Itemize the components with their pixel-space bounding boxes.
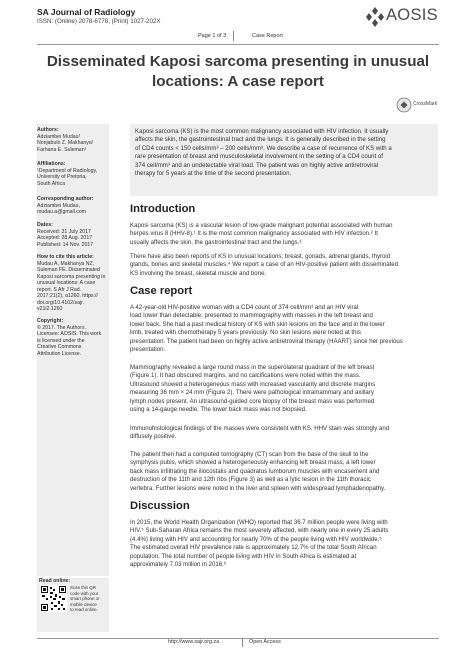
text-line: In 2015, the World Health Organization (WHO) reported that 36.7 million people were living with <box>130 519 388 526</box>
author-item: Adziambei Mudau¹ <box>37 133 81 140</box>
text-line: lymph nodes present. An ultrasound-guided core biopsy of the breast mass was performed <box>130 397 375 405</box>
scan-line: smart phone or <box>70 596 100 602</box>
case-paragraph-2 <box>130 364 439 414</box>
corresponding-block <box>37 196 107 216</box>
text-line: destruction of the 11th and 12th ribs (Figure 3) as well as a lytic lesion in the 11th thoracic <box>130 476 371 484</box>
text-line: The patient then had a computed tomography (CT) scan from the base of the skull to the <box>130 451 369 458</box>
text-line: population. The total number of people living with HIV in South Africa is estimated at <box>130 552 357 560</box>
authors-block <box>37 127 107 153</box>
crossmark-badge[interactable] <box>396 95 440 115</box>
corresponding-heading: Corresponding author: <box>37 196 94 202</box>
cite-line[interactable]: v21i2.1260 <box>37 306 63 312</box>
text-line: back mass infiltrating the iliocostalis and quadratus lumborum muscles with encasement and <box>130 467 380 475</box>
affiliation-line: South Africa <box>37 180 65 187</box>
text-line: Kaposi sarcoma (KS) is a vascular lesion of low-grade malignant potential associated with human <box>130 222 393 229</box>
affiliations-block <box>37 161 107 187</box>
abstract-text <box>135 128 435 178</box>
text-line: A 42-year-old HIV-positive woman with a CD4 count of 374 cell/mm³ and an HIV viral <box>130 304 359 311</box>
article-title <box>37 52 439 92</box>
abstract-line: affects the skin, the gastrointestinal tract and the lungs. It is generally described in the setting <box>135 136 386 144</box>
scan-line: Scan this QR <box>70 585 96 590</box>
text-line: load lower than detectable, presented to mammography with masses in the left breast and <box>130 312 373 320</box>
footer-rule <box>37 638 439 639</box>
copyright-line: © 2017. The Authors. <box>37 324 87 331</box>
intro-paragraph-1 <box>130 222 439 247</box>
date-published: Published: 14 Nov. 2017 <box>37 241 94 248</box>
corresponding-name: Adziambei Mudau, <box>37 202 80 209</box>
article-type: Case Report <box>252 33 283 39</box>
text-line: HIV.⁵ Sub-Saharan Africa remains the most severely affected, with nearly one in every 25 adults <box>130 527 389 535</box>
footer-divider <box>242 639 243 647</box>
text-line: (Figure 1). It had obscured margins, and no calcifications were noted within the mass. <box>130 372 361 380</box>
journal-name: SA Journal of Radiology <box>37 7 136 17</box>
cite-line: Mudau A, Makhanya NZ, <box>37 260 95 267</box>
copyright-line: Attribution License. <box>37 350 82 357</box>
case-paragraph-3 <box>130 425 439 442</box>
abstract-line: of CD4 counts < 150 cells/mm³ – 200 cells/mm³. We describe a case of recurrence of KS with a <box>135 144 392 152</box>
copyright-heading: Copyright: <box>37 318 64 324</box>
scan-line: to read online. <box>70 607 98 613</box>
cite-line: report. S Afr J Rad. <box>37 286 82 293</box>
abstract-line: therapy for 5 years at the time of the second presentation. <box>135 170 292 178</box>
header-rule <box>37 44 439 45</box>
text-line: Immunohistological findings of the masses were consistent with KS. HHV stain was strongly and <box>130 425 390 432</box>
cite-line: Kaposi sarcoma presenting in <box>37 273 106 280</box>
text-line: Ultrasound showed a heterogeneous mass with increased vascularity and discrete margins <box>130 380 376 388</box>
text-line: measuring 36 mm × 24 mm (Figure 2). There were pathological intramammary and axillary <box>130 389 374 397</box>
affiliation-line: University of Pretoria, <box>37 174 87 180</box>
intro-paragraph-2 <box>130 253 439 278</box>
title-line-2: locations: A case report <box>152 73 324 90</box>
dates-block <box>37 222 107 248</box>
text-line: presentation. The patient had been on highly active antiretroviral therapy (HAART) since her previous <box>130 337 403 345</box>
text-line: limb, treated with chemotherapy 5 years previously. No skin lesions were noted at this <box>130 329 361 337</box>
aosis-mark-icon <box>366 6 384 28</box>
text-line: There have also been reports of KS in unusual locations; breast, gonads, adrenal glands, thyroid <box>130 253 391 260</box>
text-line: symphysis pubis, which showed a heterogeneously enhancing left breast mass, a left lower <box>130 459 376 467</box>
cite-line[interactable]: 2017;21(2), a1260. https:// <box>37 293 98 299</box>
abstract-line: rare presentation of breast and musculoskeletal involvement in the setting of a CD4 count of <box>135 153 383 161</box>
cite-line[interactable]: doi.org/10.4102/sajr. <box>37 299 85 306</box>
cite-line: unusual locations: A case <box>37 280 96 286</box>
scan-line: code with your <box>70 590 99 596</box>
title-line-1: Disseminated Kaposi sarcoma presenting in unusual <box>46 53 430 70</box>
abstract-line: Kaposi sarcoma (KS) is the most common malignancy associated with HIV infection. It usually <box>135 128 389 135</box>
dates-heading: Dates: <box>37 222 53 228</box>
date-accepted: Accepted: 28 Aug. 2017 <box>37 235 93 241</box>
qr-code[interactable] <box>40 585 67 612</box>
copyright-line: is licensed under the <box>37 337 85 344</box>
crossmark-label: CrossMark <box>413 101 438 107</box>
cite-line: Suleman FE. Disseminated <box>37 267 100 273</box>
text-line: vertebra. Further lesions were noted in the liver and spleen with widespread lymphadenopathy. <box>130 484 386 492</box>
read-online-heading: Read online: <box>39 578 71 584</box>
text-line: (4.4%) living with HIV and accounting for nearly 70% of the people living with HIV worldwide.⁵ <box>130 535 382 543</box>
text-line: using a 14-gauge needle. The lower back mass was not biopsied. <box>130 406 307 414</box>
open-access-label: Open Access <box>249 639 281 645</box>
authors-heading: Authors: <box>37 127 59 133</box>
discussion-paragraph-1 <box>130 519 439 569</box>
author-item: Nonjabulo Z. Makhanya¹ <box>37 140 94 146</box>
qr-code-icon <box>40 585 67 612</box>
text-line: The estimated overall HIV prevalence rate is approximately 12.7% of the total South African <box>130 544 377 552</box>
publisher-name: AOSIS <box>386 6 438 24</box>
text-line: approximately 7.03 million in 2016.⁶ <box>130 561 227 569</box>
author-item: Farhana E. Suleman¹ <box>37 146 87 153</box>
issn-text: ISSN: (Online) 2078-6778, (Print) 1027-202X <box>37 18 161 25</box>
abstract-line: 374 cell/mm³ and an undetectable viral load. The patient was on highly active antiretroviral <box>135 161 379 169</box>
date-received: Received: 31 July 2017 <box>37 228 91 235</box>
corresponding-email[interactable]: mudau.a@gmail.com <box>37 209 87 215</box>
copyright-line: Licensee: AOSIS. This work <box>37 331 102 337</box>
text-line: glands, bones and skeletal muscles.⁴ We report a case of an HIV-positive patient with disseminated <box>130 261 399 269</box>
text-line: usually affects the skin, the gastrointestinal tract and the lungs.³ <box>130 238 302 246</box>
affiliations-heading: Affiliations: <box>37 161 66 167</box>
text-line: herpes virus 8 (HHV-8).¹ It is the most common malignancy associated with HIV infection.² It <box>130 230 378 238</box>
section-heading-introduction: Introduction <box>130 203 196 215</box>
page-info: Page 1 of 3 <box>198 33 227 39</box>
case-paragraph-1 <box>130 304 439 354</box>
copyright-line: Creative Commons <box>37 344 82 350</box>
section-heading-case-report: Case report <box>130 285 193 297</box>
cite-block <box>37 254 107 313</box>
header-divider <box>233 31 234 41</box>
text-line: presentation. <box>130 346 166 354</box>
scan-line: mobile device <box>70 601 97 607</box>
scan-instructions <box>70 585 108 613</box>
text-line: KS involving the breast, skeletal muscle and bone. <box>130 269 267 277</box>
text-line: Mammography revealed a large round mass in the superolateral quadrant of the left breast <box>130 364 375 371</box>
copyright-block <box>37 318 107 357</box>
case-paragraph-4 <box>130 451 439 493</box>
affiliation-line: ¹Department of Radiology, <box>37 167 98 174</box>
section-heading-discussion: Discussion <box>130 500 190 512</box>
text-line: lower back. She had a past medical history of KS with skin lesions on the face and in the lower <box>130 320 385 328</box>
text-line: diffusely positive. <box>130 433 177 441</box>
cite-heading: How to cite this article: <box>37 254 94 260</box>
journal-url-link[interactable]: http://www.sajr.org.za <box>168 639 220 645</box>
